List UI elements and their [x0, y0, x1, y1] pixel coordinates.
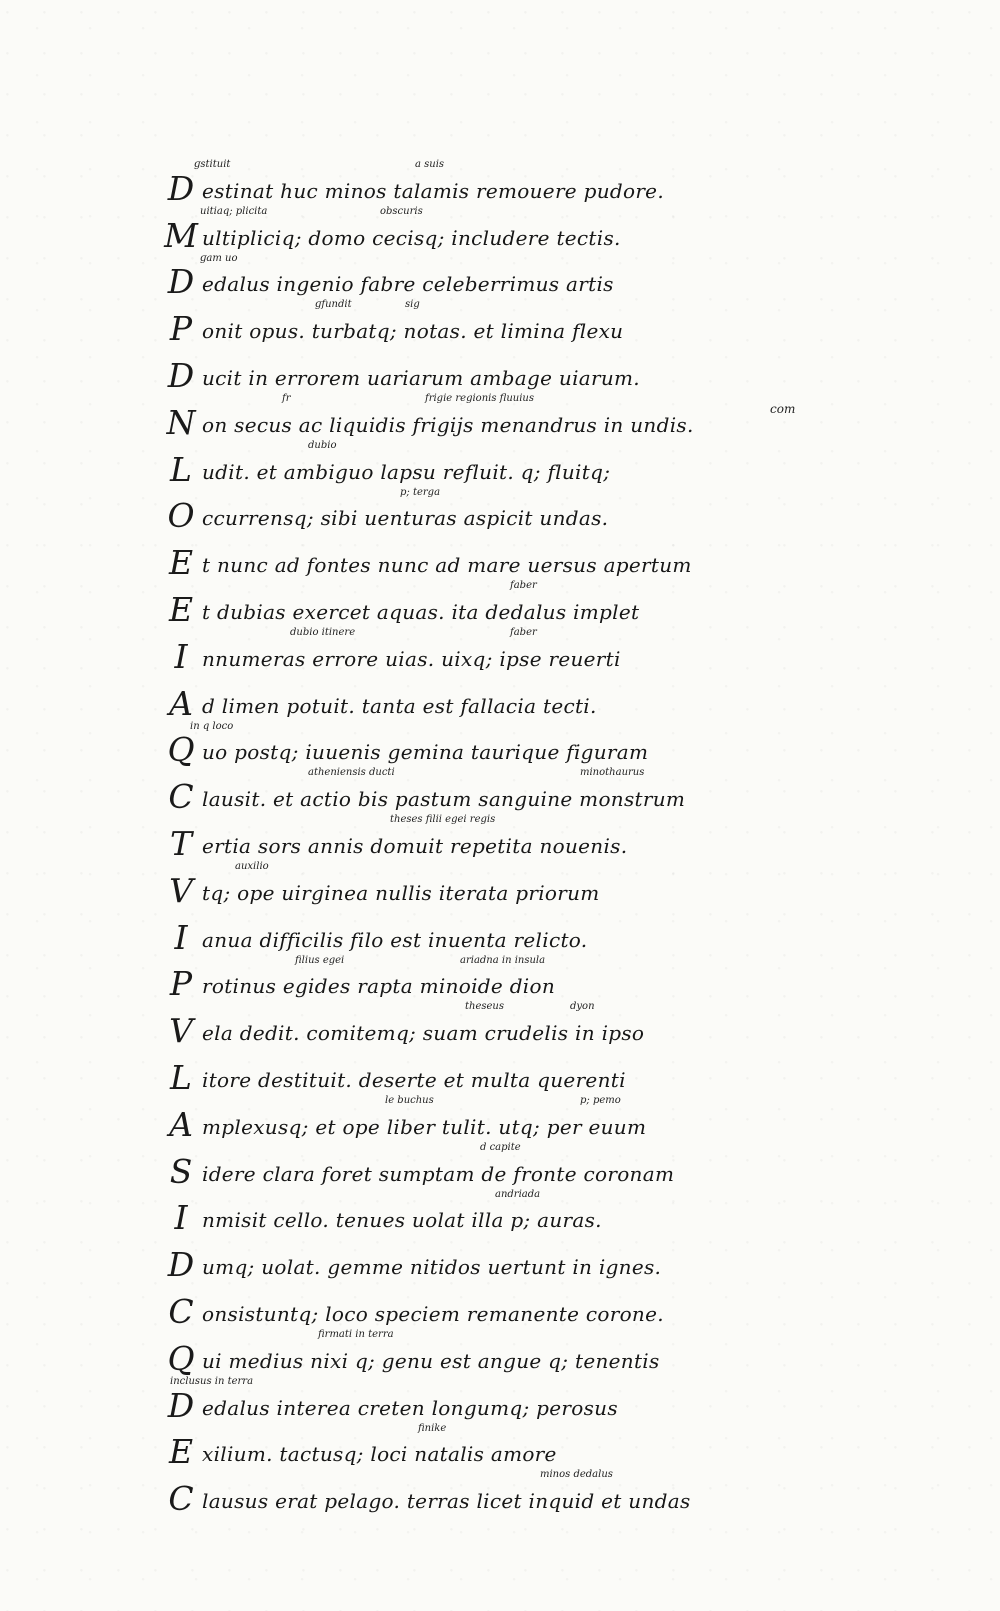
verse-text: estinat huc minos talamis remouere pudore.: [202, 178, 664, 203]
verse-text: rotinus egides rapta minoide dion: [202, 974, 556, 999]
verse-line: [160, 768, 820, 815]
interlinear-gloss: ɡfundit: [315, 299, 352, 311]
gloss-row: [160, 1002, 800, 1016]
gloss-row: [160, 956, 800, 970]
verse-line: [160, 581, 820, 628]
verse-line: [160, 909, 820, 956]
initial-letter: D: [167, 355, 195, 395]
verse-line: [160, 160, 820, 207]
initial-letter: Q: [167, 1338, 195, 1378]
initial-letter: E: [168, 1432, 194, 1472]
initial-letter: M: [164, 215, 198, 255]
interlinear-gloss: inclusus in terra: [170, 1375, 254, 1387]
interlinear-gloss: dyon: [570, 1001, 595, 1013]
verse-line: [160, 1377, 820, 1424]
gloss-row: [160, 675, 800, 689]
gloss-row: [160, 862, 800, 876]
interlinear-gloss: ɡstituit: [194, 159, 231, 170]
verse-text: d limen potuit. tanta est fallacia tecti.: [202, 693, 597, 718]
gloss-row: [160, 394, 800, 408]
verse-text: t dubias exercet aquas. ita dedalus implet: [202, 599, 640, 624]
verse-line: [160, 1283, 820, 1330]
initial-letter: I: [174, 1198, 188, 1238]
verse-line: [160, 1096, 820, 1143]
verse-line: [160, 862, 820, 909]
verse-text: ultipliciq; domo cecisq; includere tectis.: [202, 225, 621, 250]
verse-text: ela dedit. comitemq; suam crudelis in ipso: [202, 1021, 645, 1046]
initial-letter: P: [169, 309, 193, 349]
verse-line: [160, 534, 820, 581]
interlinear-gloss: theseus: [465, 1001, 504, 1013]
gloss-row: [160, 1330, 800, 1344]
verse-line: [160, 1143, 820, 1190]
verse-text: lausit. et actio bis pastum sanguine monstrum: [202, 787, 686, 812]
interlinear-gloss: le buchus: [385, 1094, 434, 1106]
gloss-row: [160, 1190, 800, 1204]
verse-text: t nunc ad fontes nunc ad mare uersus apertum: [202, 553, 692, 578]
verse-text: idere clara foret sumptam de fronte coronam: [202, 1161, 675, 1186]
gloss-row: [160, 160, 800, 174]
verse-text: tq; ope uirginea nullis iterata priorum: [202, 880, 600, 905]
interlinear-gloss: faber: [510, 580, 537, 592]
initial-letter: D: [167, 1385, 195, 1425]
verse-line: [160, 1236, 820, 1283]
gloss-row: [160, 254, 800, 268]
verse-text: umq; uolat. gemme nitidos uertunt in ignes.: [202, 1255, 662, 1280]
verse-text: lausus erat pelago. terras licet inquid et undas: [202, 1489, 691, 1514]
initial-letter: A: [169, 1104, 193, 1144]
gloss-row: [160, 1424, 800, 1438]
verse-line: [160, 300, 820, 347]
gloss-row: [160, 1470, 800, 1484]
verse-line: [160, 628, 820, 675]
gloss-row: [160, 1049, 800, 1063]
initial-letter: D: [167, 168, 195, 208]
interlinear-gloss: andriada: [495, 1188, 541, 1200]
verse-line: [160, 956, 820, 1003]
verse-line: [160, 1002, 820, 1049]
verse-text: onsistuntq; loco speciem remanente corone.: [202, 1301, 664, 1326]
verse-line: [160, 1190, 820, 1237]
interlinear-gloss: in q loco: [190, 720, 234, 732]
interlinear-gloss: atheniensis ducti: [308, 767, 395, 779]
initial-letter: V: [169, 870, 193, 910]
verse-line: [160, 815, 820, 862]
initial-letter: V: [169, 1011, 193, 1051]
initial-letter: L: [170, 1057, 192, 1097]
verse-line: [160, 1049, 820, 1096]
gloss-row: [160, 300, 800, 314]
gloss-row: [160, 815, 800, 829]
verse-text: ccurrensq; sibi uenturas aspicit undas.: [202, 506, 609, 531]
verse-text: mplexusq; et ope liber tulit. utq; per euum: [202, 1114, 647, 1139]
verse-line: [160, 488, 820, 535]
verse-text: itore destituit. deserte et multa querenti: [202, 1067, 626, 1092]
interlinear-gloss: auxilio: [235, 860, 269, 872]
verse-line: [160, 441, 820, 488]
gloss-row: [160, 581, 800, 595]
interlinear-gloss: a suis: [415, 159, 445, 170]
interlinear-gloss: firmati in terra: [318, 1328, 394, 1340]
initial-letter: D: [167, 1245, 195, 1285]
initial-letter: I: [174, 636, 188, 676]
gloss-row: [160, 1377, 800, 1391]
verse-line: [160, 207, 820, 254]
initial-letter: C: [168, 1291, 194, 1331]
gloss-row: [160, 722, 800, 736]
interlinear-gloss: theses filii egei regis: [390, 814, 496, 826]
interlinear-gloss: finike: [418, 1422, 447, 1434]
verse-text: nmisit cello. tenues uolat illa p; auras.: [202, 1208, 602, 1233]
gloss-row: [160, 909, 800, 923]
interlinear-gloss: uitiaq; plicita: [200, 205, 268, 217]
interlinear-gloss: dubio itinere: [290, 626, 356, 638]
gloss-row: [160, 488, 800, 502]
interlinear-gloss: minos dedalus: [540, 1469, 613, 1481]
initial-letter: D: [167, 262, 195, 302]
interlinear-gloss: fr: [282, 392, 291, 404]
interlinear-gloss: filius egei: [295, 954, 345, 966]
gloss-row: [160, 1143, 800, 1157]
initial-letter: L: [170, 449, 192, 489]
interlinear-gloss: ariadna in insula: [460, 954, 546, 966]
gloss-row: [160, 1096, 800, 1110]
verse-text: xilium. tactusq; loci natalis amore: [202, 1442, 557, 1467]
gloss-row: [160, 768, 800, 782]
verse-line: [160, 1330, 820, 1377]
interlinear-gloss: p; pemo: [580, 1094, 621, 1106]
interlinear-gloss: frigie regionis fluuius: [425, 392, 534, 404]
verse-line: [160, 394, 820, 441]
gloss-row: [160, 441, 800, 455]
initial-letter: P: [169, 964, 193, 1004]
interlinear-gloss: obscuris: [380, 205, 423, 217]
initial-letter: T: [169, 823, 192, 863]
initial-letter: O: [167, 496, 195, 536]
verse-text: onit opus. turbatq; notas. et limina flexu: [202, 319, 624, 344]
verse-text: ertia sors annis domuit repetita nouenis.: [202, 833, 628, 858]
verse-line: [160, 675, 820, 722]
verse-line: [160, 1470, 820, 1517]
initial-letter: N: [166, 402, 196, 442]
verse-text: edalus ingenio fabre celeberrimus artis: [202, 272, 614, 297]
gloss-row: [160, 1236, 800, 1250]
verse-line: [160, 722, 820, 769]
verse-text: edalus interea creten longumq; perosus: [202, 1395, 618, 1420]
interlinear-gloss: p; terga: [400, 486, 441, 498]
initial-letter: S: [169, 1151, 193, 1191]
initial-letter: I: [174, 917, 188, 957]
initial-letter: A: [169, 683, 193, 723]
initial-letter: C: [168, 777, 194, 817]
verse-text: uo postq; iuuenis gemina taurique figuram: [202, 740, 649, 765]
interlinear-gloss: ɡam uo: [200, 252, 238, 264]
verse-text: udit. et ambiguo lapsu refluit. q; fluitq;: [202, 459, 611, 484]
initial-letter: E: [168, 589, 194, 629]
initial-letter: E: [168, 543, 194, 583]
interlinear-gloss: minothaurus: [580, 767, 645, 779]
verse-text: ui medius nixi q; genu est angue q; tenentis: [202, 1348, 660, 1373]
margin-note: com: [770, 402, 796, 416]
initial-letter: Q: [167, 730, 195, 770]
gloss-row: [160, 628, 800, 642]
verse-text: on secus ac liquidis frigijs menandrus in undis.: [202, 412, 694, 437]
verse-text: anua difficilis filo est inuenta relicto.: [202, 927, 588, 952]
gloss-row: [160, 534, 800, 548]
interlinear-gloss: d capite: [480, 1141, 521, 1153]
verse-column: [160, 160, 820, 1517]
interlinear-gloss: faber: [510, 626, 537, 638]
interlinear-gloss: dubio: [308, 439, 337, 451]
verse-text: nnumeras errore uias. uixq; ipse reuerti: [202, 646, 621, 671]
gloss-row: [160, 207, 800, 221]
interlinear-gloss: sig: [405, 299, 420, 311]
gloss-row: [160, 347, 800, 361]
verse-line: [160, 347, 820, 394]
initial-letter: C: [168, 1479, 194, 1519]
verse-line: [160, 1424, 820, 1471]
verse-text: ucit in errorem uariarum ambage uiarum.: [202, 365, 640, 390]
gloss-row: [160, 1283, 800, 1297]
verse-line: [160, 254, 820, 301]
